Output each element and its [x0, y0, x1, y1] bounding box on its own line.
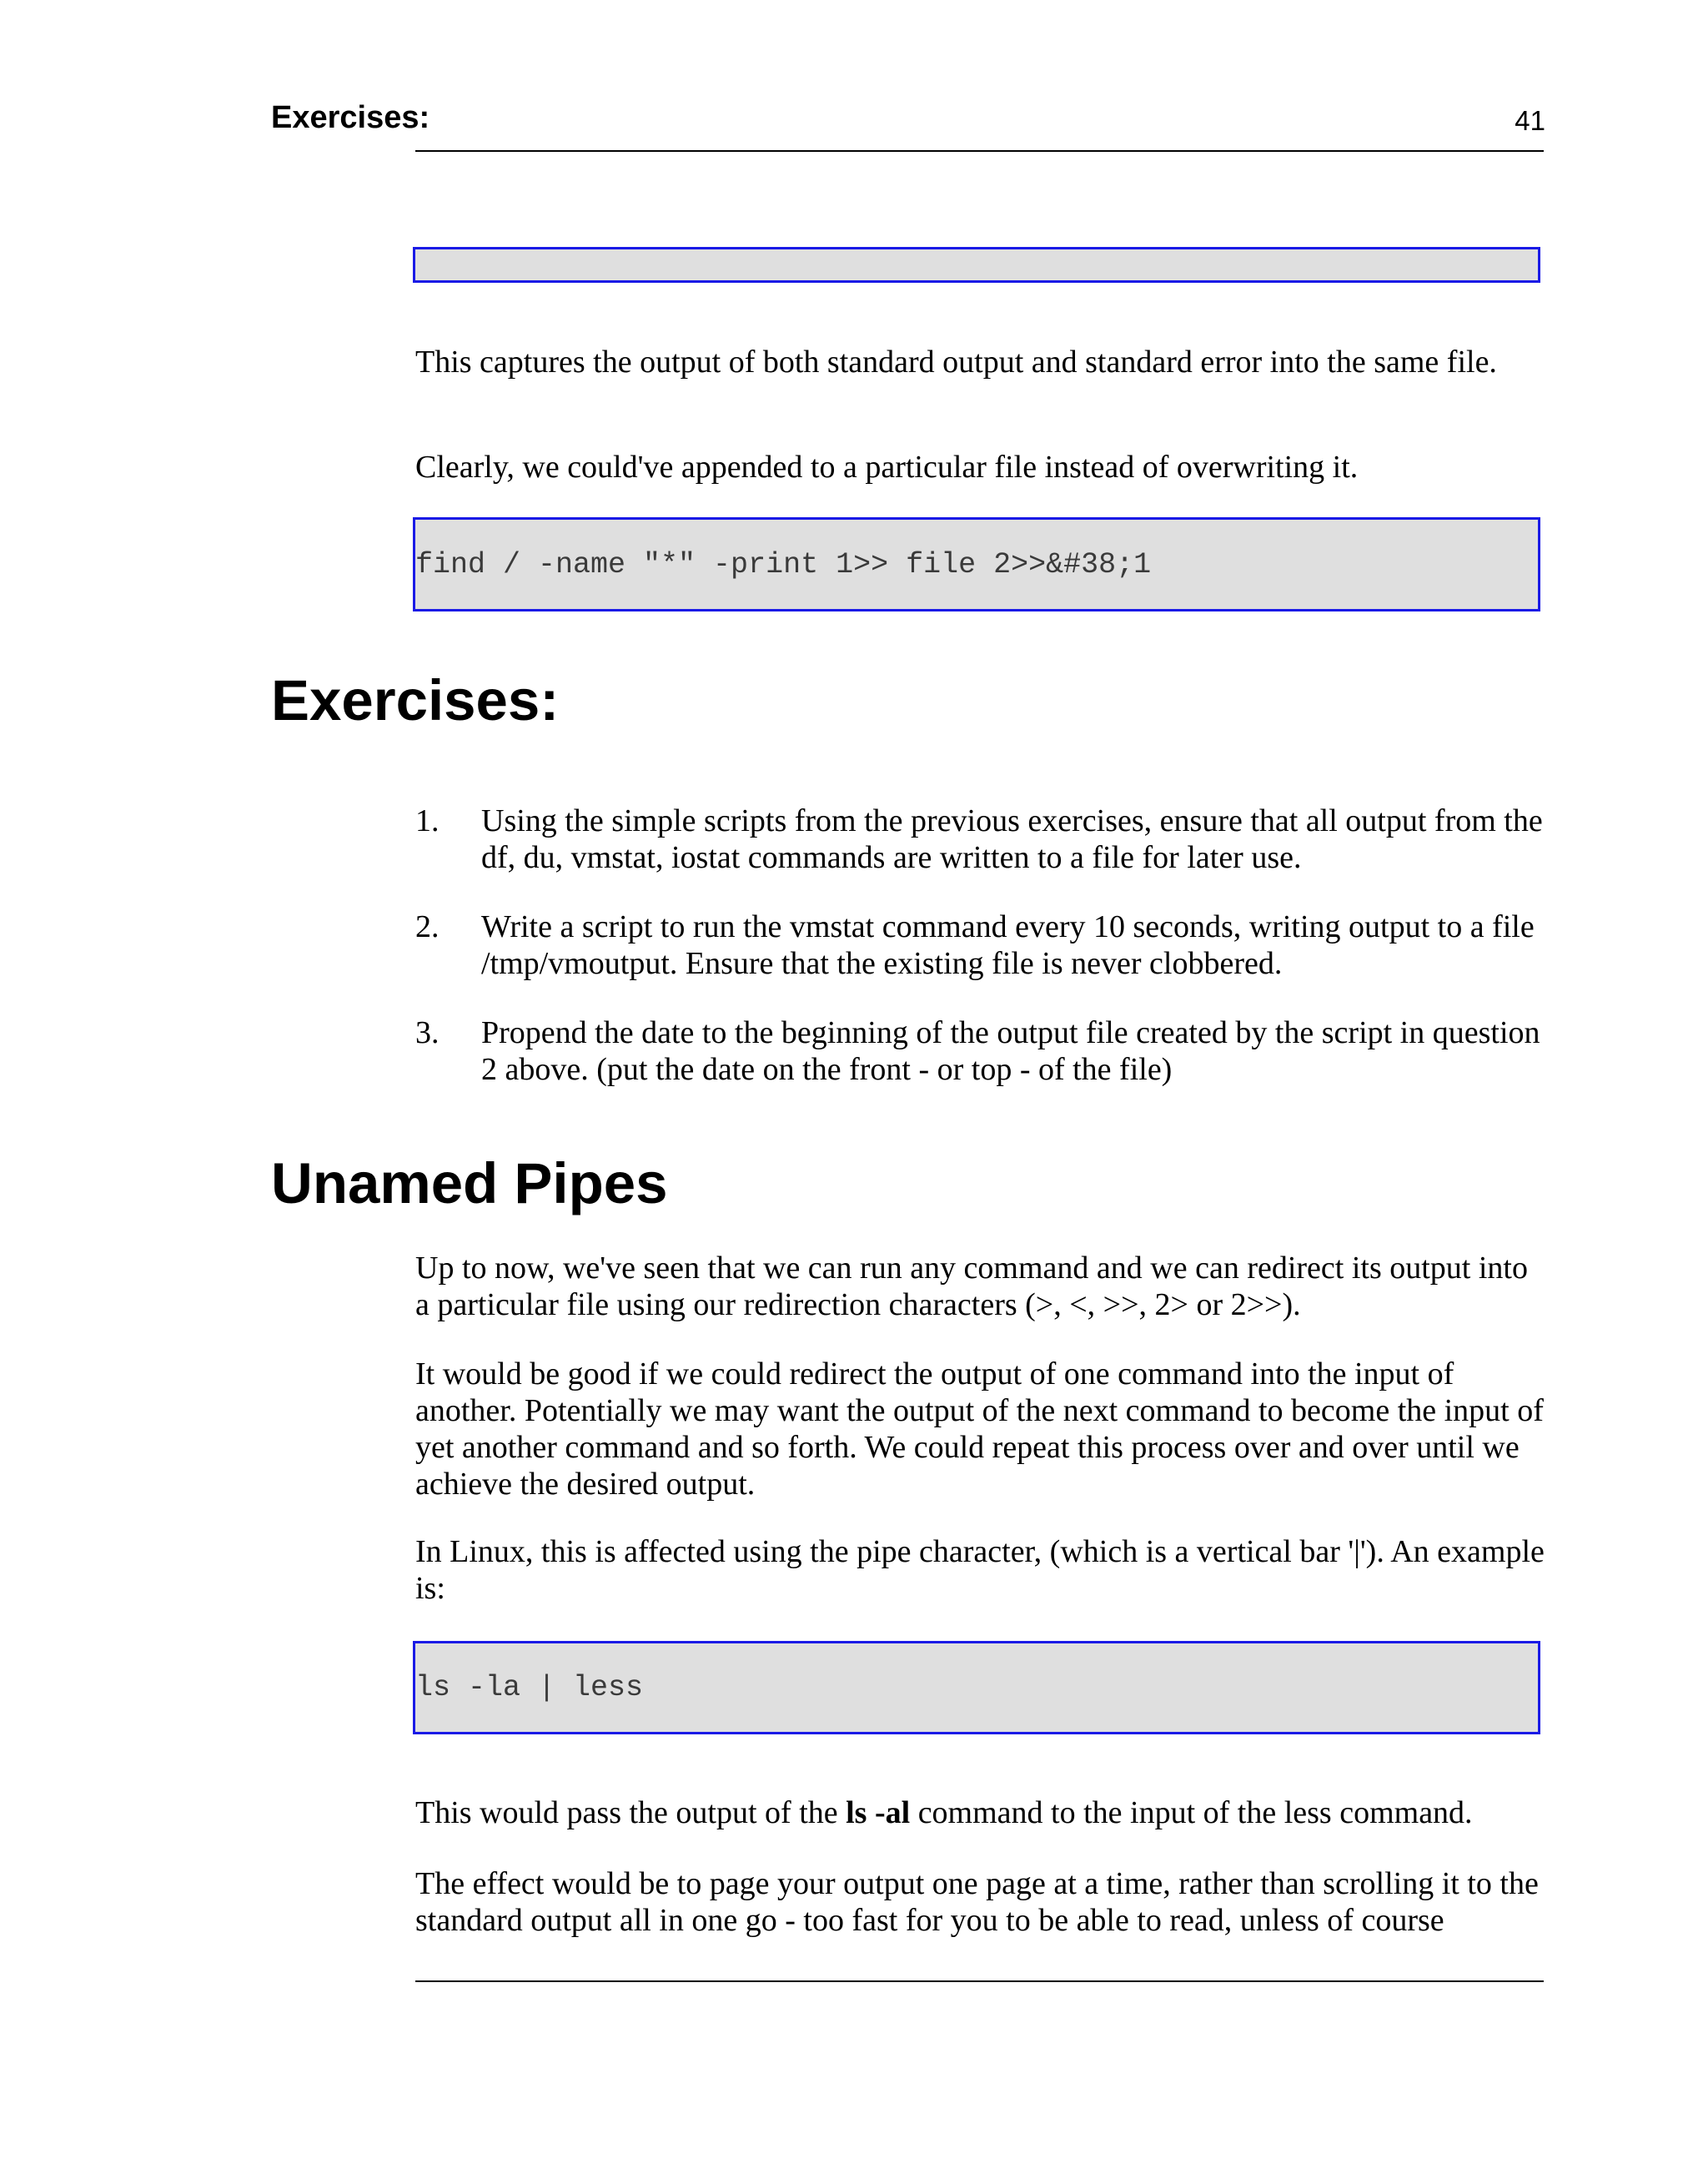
section-heading-exercises: Exercises:	[271, 668, 560, 732]
paragraph: The effect would be to page your output one page at a time, rather than scrolling it to the standard output all in one go - too fast for you to be able to read, unless of course	[415, 1866, 1539, 1938]
code-block-pipe	[413, 1641, 1540, 1734]
inline-command: ls -al	[846, 1795, 911, 1830]
code-text: find / -name "*" -print 1>> file 2>>&#38;1	[415, 547, 1152, 581]
footer-rule	[415, 1980, 1544, 1982]
header-rule	[415, 150, 1544, 152]
list-text: Propend the date to the beginning of the output file created by the script in question 2 above. (put the date on the front - or top - of the file)	[481, 1015, 1540, 1087]
paragraph: It would be good if we could redirect the output of one command into the input of another. Potentially we may want the output of the next command to become the input of yet another command and so forth. We could repeat this process over and over until we achieve the desired output.	[415, 1356, 1544, 1502]
paragraph: Clearly, we could've appended to a particular file instead of overwriting it.	[415, 450, 1359, 485]
section-heading-unamed-pipes: Unamed Pipes	[271, 1151, 668, 1215]
page-number: 41	[1515, 105, 1545, 136]
list-text: Write a script to run the vmstat command every 10 seconds, writing output to a file /tmp/vmoutput. Ensure that the existing file is never clobbered.	[481, 909, 1535, 981]
list-number: 3.	[415, 1015, 440, 1050]
list-text: Using the simple scripts from the previous exercises, ensure that all output from the df, du, vmstat, iostat commands are written to a file for later use.	[481, 803, 1543, 875]
list-number: 2.	[415, 909, 440, 944]
paragraph	[415, 1794, 1550, 1831]
code-block-empty	[413, 247, 1540, 283]
text-run: command to the input of the less command.	[910, 1795, 1473, 1830]
running-head: Exercises:	[271, 100, 430, 135]
code-block-find	[413, 517, 1540, 611]
code-text: ls -la | less	[415, 1671, 644, 1704]
list-number: 1.	[415, 803, 440, 838]
paragraph: This captures the output of both standard output and standard error into the same file.	[415, 345, 1497, 380]
paragraph: Up to now, we've seen that we can run any command and we can redirect its output into a particular file using our redirection characters (>, <, >>, 2> or 2>>).	[415, 1251, 1528, 1322]
paragraph: In Linux, this is affected using the pipe character, (which is a vertical bar '|'). An example is:	[415, 1534, 1545, 1606]
text-run: This would pass the output of the	[415, 1795, 846, 1830]
